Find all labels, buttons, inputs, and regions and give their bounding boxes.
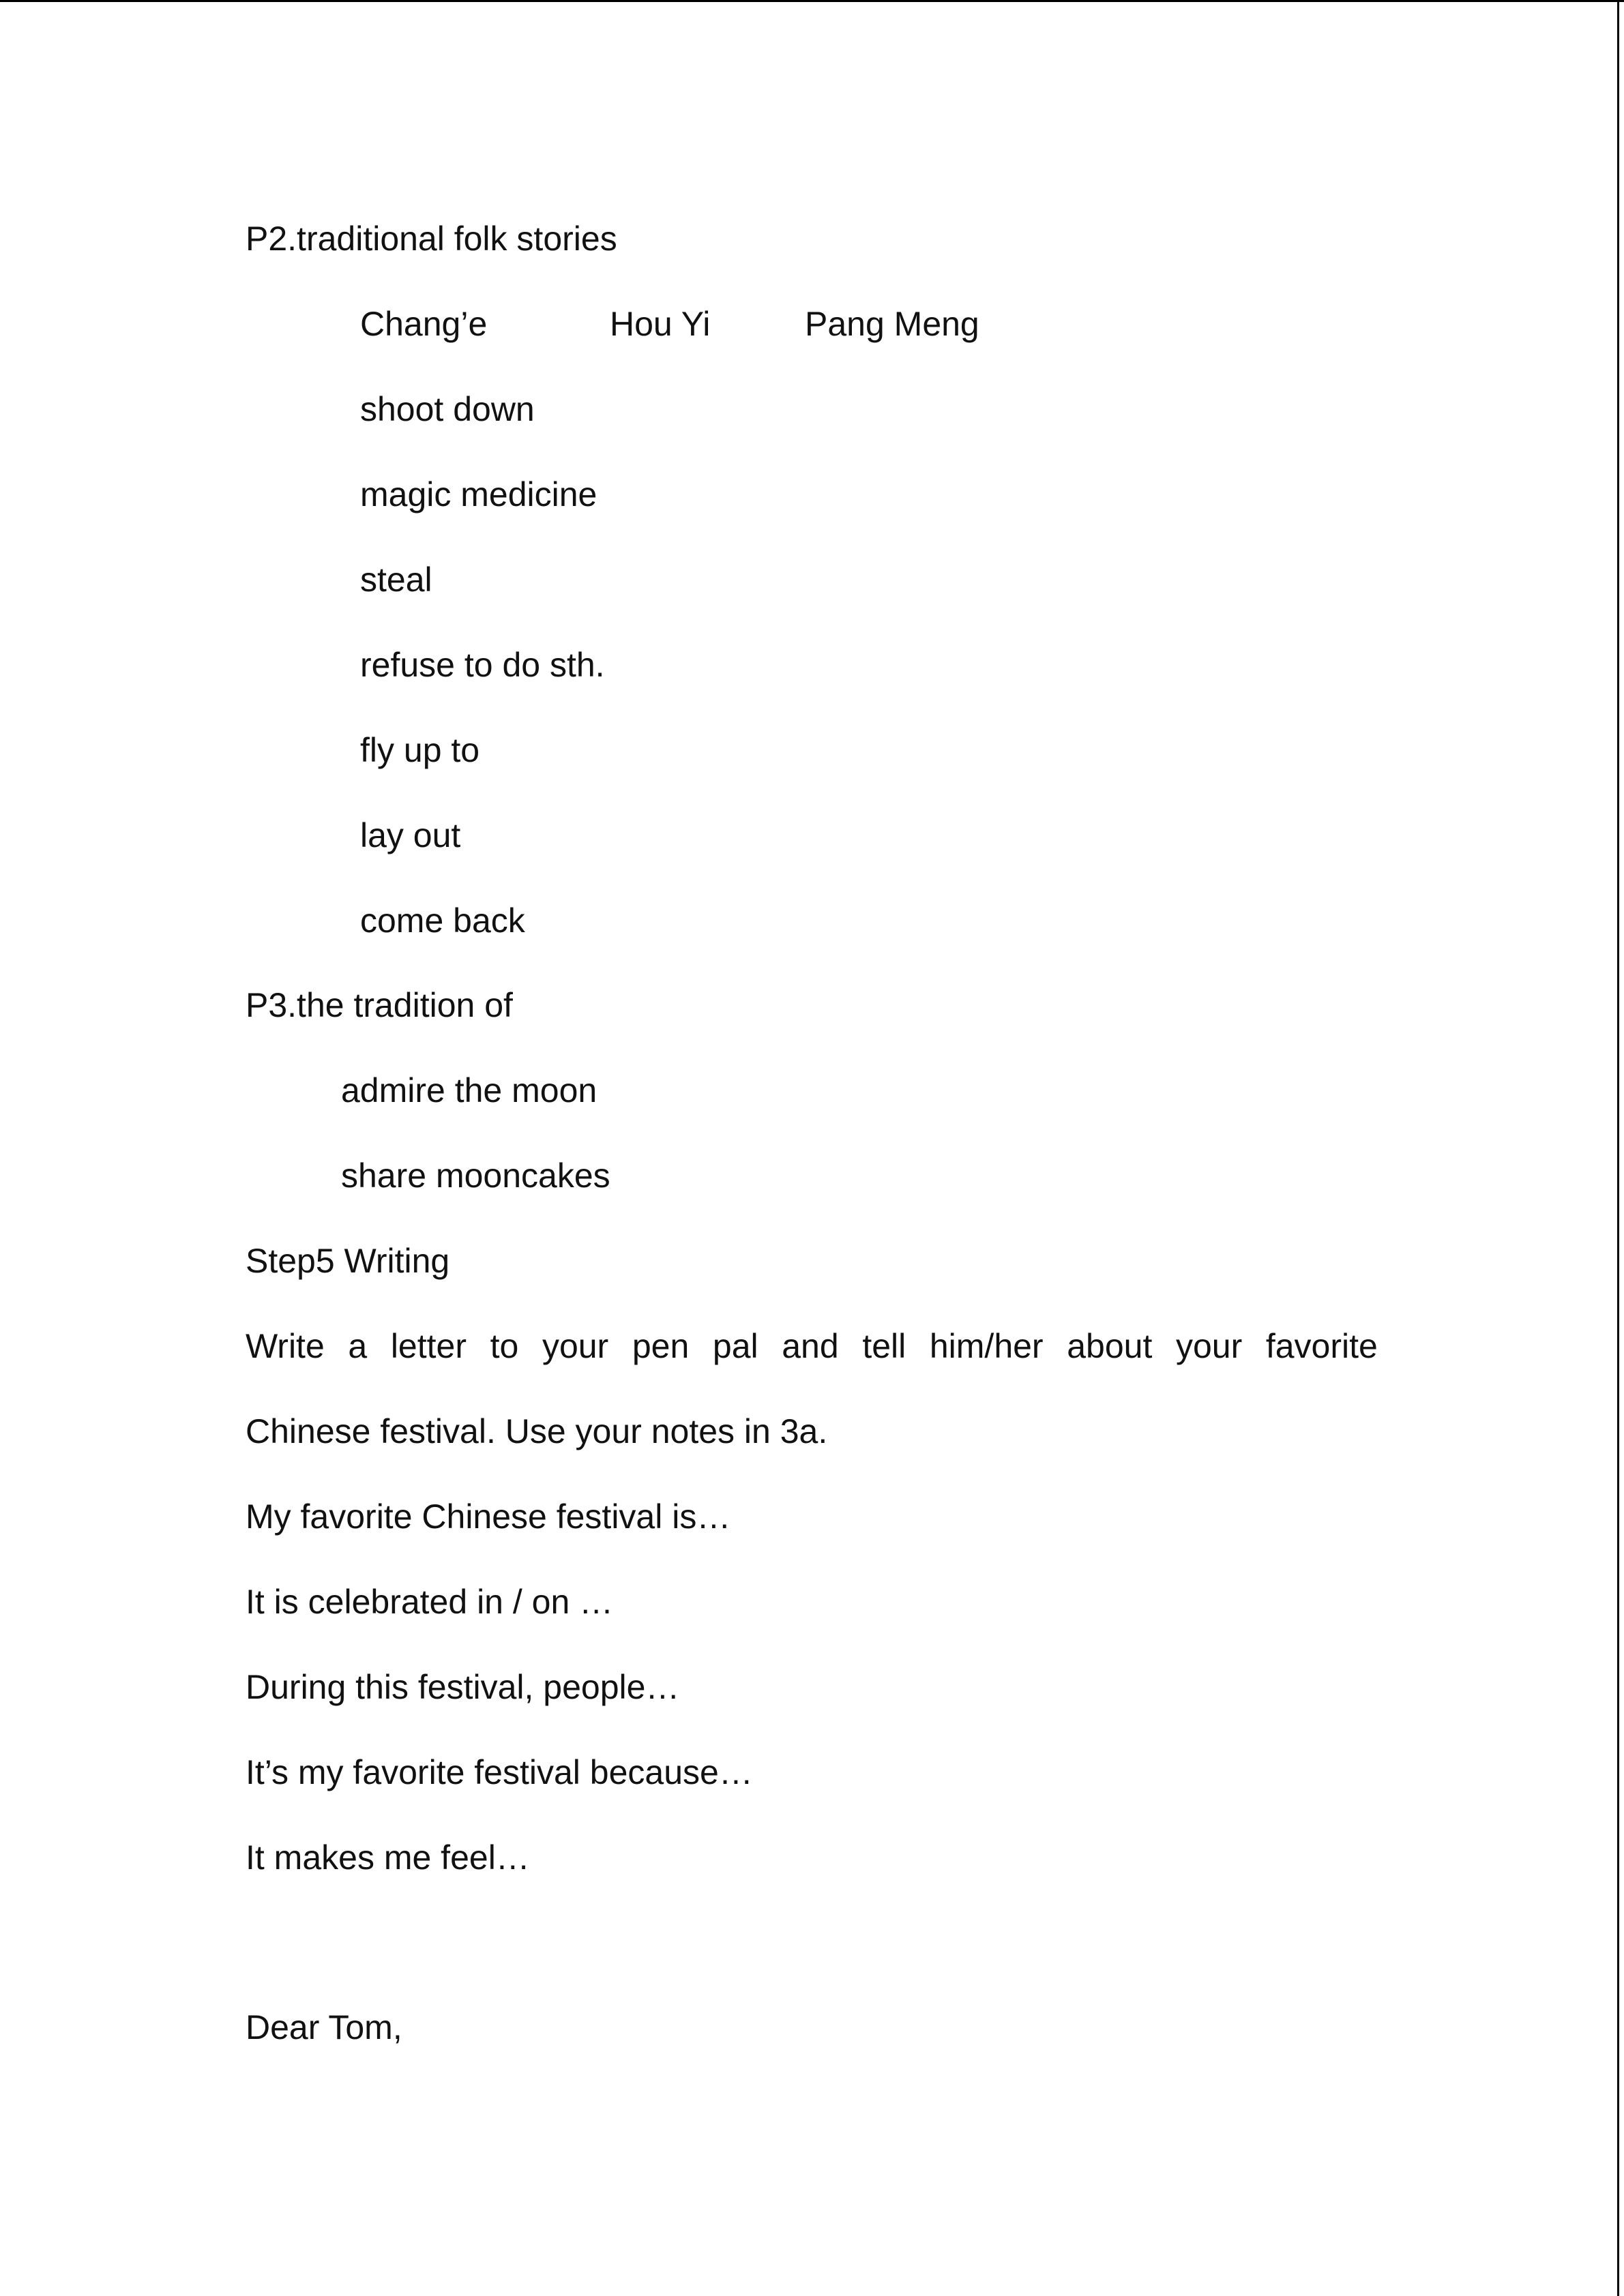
writing-prompt: It is celebrated in / on …	[246, 1583, 614, 1621]
instruction-word: Write	[246, 1327, 325, 1365]
letter-salutation: Dear Tom,	[246, 2008, 402, 2046]
instruction-word: pen	[632, 1327, 690, 1365]
section-p2-heading: P2.traditional folk stories	[246, 220, 617, 258]
instruction-word: your	[542, 1327, 609, 1365]
phrase-item: fly up to	[360, 731, 480, 769]
section-p3-heading: P3.the tradition of	[246, 986, 513, 1024]
instruction-word: to	[490, 1327, 519, 1365]
name-hou-yi: Hou Yi	[610, 305, 711, 343]
phrase-item: shoot down	[360, 390, 535, 428]
phrase-item: come back	[360, 901, 525, 940]
phrase-item: refuse to do sth.	[360, 646, 605, 684]
writing-prompt: It makes me feel…	[246, 1838, 530, 1877]
page-border-right	[1617, 0, 1619, 2296]
writing-instruction-line1	[246, 1326, 1378, 1367]
tradition-item: share mooncakes	[341, 1157, 610, 1195]
instruction-word: pal	[712, 1327, 758, 1365]
writing-instruction-line2: Chinese festival. Use your notes in 3a.	[246, 1412, 828, 1450]
tradition-item: admire the moon	[341, 1071, 597, 1109]
page-border-top	[0, 0, 1624, 2]
phrase-item: magic medicine	[360, 475, 597, 513]
instruction-word: him/her	[929, 1327, 1044, 1365]
instruction-word: and	[782, 1327, 839, 1365]
step5-heading: Step5 Writing	[246, 1242, 450, 1280]
name-pang-meng: Pang Meng	[805, 305, 979, 343]
instruction-word: about	[1067, 1327, 1153, 1365]
phrase-item: lay out	[360, 816, 461, 854]
name-change: Chang’e	[360, 305, 488, 343]
phrase-item: steal	[360, 561, 432, 599]
writing-prompt: During this festival, people…	[246, 1668, 680, 1706]
instruction-word: a	[348, 1327, 368, 1365]
instruction-word: favorite	[1265, 1327, 1378, 1365]
writing-prompt: My favorite Chinese festival is…	[246, 1497, 731, 1536]
instruction-word: letter	[390, 1327, 467, 1365]
writing-prompt: It’s my favorite festival because…	[246, 1753, 753, 1791]
instruction-word: tell	[862, 1327, 906, 1365]
instruction-word: your	[1175, 1327, 1243, 1365]
